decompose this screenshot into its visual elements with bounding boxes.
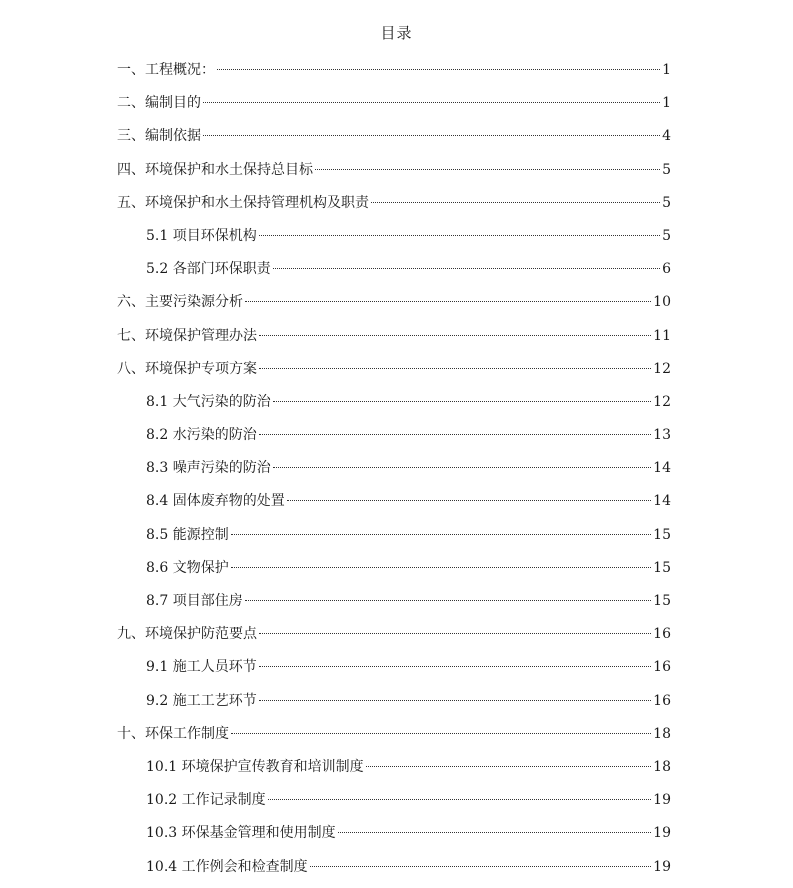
toc-entry-page-number: 11 <box>653 327 671 344</box>
toc-entry[interactable] <box>117 489 671 522</box>
toc-dot-leader <box>338 832 652 833</box>
toc-entry[interactable] <box>117 655 671 688</box>
toc-dot-leader <box>259 700 651 701</box>
toc-entry-page-number: 5 <box>662 161 671 178</box>
toc-dot-leader <box>287 500 651 501</box>
toc-entry-page-number: 12 <box>653 360 671 377</box>
toc-entry-page-number: 10 <box>653 294 671 311</box>
toc-entry[interactable] <box>117 788 671 821</box>
toc-entry-page-number: 6 <box>662 261 671 278</box>
toc-dot-leader <box>259 235 660 236</box>
toc-entry-label: 8.2 水污染的防治 <box>146 427 257 444</box>
toc-entry-page-number: 16 <box>653 626 671 643</box>
toc-entry[interactable] <box>117 191 671 224</box>
toc-entry-page-number: 1 <box>662 95 671 112</box>
toc-entry-label: 三、编制依据 <box>117 128 201 145</box>
toc-entry-label: 10.2 工作记录制度 <box>146 792 266 809</box>
toc-entry[interactable] <box>117 124 671 157</box>
toc-entry-page-number: 19 <box>653 825 671 842</box>
toc-dot-leader <box>315 169 660 170</box>
toc-dot-leader <box>245 301 651 302</box>
toc-entry-label: 8.4 固体废弃物的处置 <box>146 493 285 510</box>
toc-entry[interactable] <box>117 423 671 456</box>
toc-entry-page-number: 15 <box>653 593 671 609</box>
toc-entry-label: 8.5 能源控制 <box>146 526 229 543</box>
toc-entry-label: 10.4 工作例会和检查制度 <box>146 858 308 875</box>
toc-dot-leader <box>245 600 651 601</box>
toc-entry-label: 10.3 环保基金管理和使用制度 <box>146 825 336 842</box>
toc-entry-page-number: 18 <box>653 725 671 742</box>
toc-entry[interactable] <box>117 390 671 423</box>
toc-entry-page-number: 12 <box>653 393 671 410</box>
toc-entry-label: 10.1 环境保护宣传教育和培训制度 <box>146 758 364 775</box>
toc-entry-page-number: 14 <box>653 460 671 477</box>
toc-entry[interactable] <box>117 622 671 655</box>
toc-dot-leader <box>371 202 660 203</box>
toc-dot-leader <box>231 733 651 734</box>
toc-entry-page-number: 16 <box>653 692 671 709</box>
toc-entry-label: 七、环境保护管理办法 <box>117 327 257 344</box>
toc-entry[interactable] <box>117 855 671 888</box>
toc-entry-label: 9.1 施工人员环节 <box>146 659 257 676</box>
toc-entry[interactable] <box>117 523 671 556</box>
toc-dot-leader <box>273 467 651 468</box>
toc-entry-page-number: 16 <box>653 659 671 676</box>
toc-dot-leader <box>273 401 651 402</box>
toc-entry-label: 五、环境保护和水土保持管理机构及职责 <box>117 194 369 211</box>
toc-entry-label: 二、编制目的 <box>117 95 201 112</box>
toc-dot-leader <box>231 534 651 535</box>
toc-entry-label: 5.1 项目环保机构 <box>146 227 257 244</box>
toc-title: 目录 <box>380 24 413 42</box>
toc-dot-leader <box>203 135 660 136</box>
toc-dot-leader <box>259 434 651 435</box>
toc-list <box>117 58 671 888</box>
toc-dot-leader <box>231 567 651 568</box>
toc-dot-leader <box>310 866 652 867</box>
toc-dot-leader <box>366 766 652 767</box>
toc-entry-page-number: 15 <box>653 526 671 543</box>
toc-entry-page-number: 14 <box>653 493 671 510</box>
toc-entry[interactable] <box>117 755 671 788</box>
toc-entry[interactable] <box>117 821 671 854</box>
toc-entry-page-number: 5 <box>662 227 671 244</box>
toc-entry[interactable] <box>117 91 671 124</box>
toc-entry[interactable] <box>117 722 671 755</box>
toc-entry-label: 8.6 文物保护 <box>146 559 229 576</box>
toc-dot-leader <box>273 268 660 269</box>
toc-entry[interactable] <box>117 257 671 290</box>
toc-entry[interactable] <box>117 357 671 390</box>
toc-entry[interactable] <box>117 158 671 191</box>
toc-entry[interactable] <box>117 58 671 91</box>
toc-entry-label: 四、环境保护和水土保持总目标 <box>117 161 313 178</box>
toc-entry-label: 8.7 项目部住房 <box>146 593 243 609</box>
toc-entry[interactable] <box>117 224 671 257</box>
toc-entry-label: 8.1 大气污染的防治 <box>146 393 271 410</box>
toc-entry-page-number: 19 <box>653 858 671 875</box>
toc-entry[interactable] <box>117 290 671 323</box>
toc-dot-leader <box>217 69 660 70</box>
toc-entry-label: 六、主要污染源分析 <box>117 294 243 311</box>
toc-entry-label: 八、环境保护专项方案 <box>117 360 257 377</box>
toc-entry-label: 九、环境保护防范要点 <box>117 626 257 643</box>
toc-entry-label: 十、环保工作制度 <box>117 725 229 742</box>
toc-entry[interactable] <box>117 324 671 357</box>
toc-dot-leader <box>259 368 651 369</box>
toc-entry[interactable] <box>117 556 671 589</box>
toc-entry[interactable] <box>117 456 671 489</box>
toc-entry-label: 5.2 各部门环保职责 <box>146 261 271 278</box>
toc-entry-label: 一、工程概况： <box>117 62 215 78</box>
toc-entry-page-number: 1 <box>662 62 671 78</box>
toc-entry[interactable] <box>117 689 671 722</box>
toc-dot-leader <box>268 799 652 800</box>
toc-dot-leader <box>203 102 660 103</box>
toc-entry-page-number: 19 <box>653 792 671 809</box>
toc-dot-leader <box>259 666 651 667</box>
toc-entry-label: 8.3 噪声污染的防治 <box>146 460 271 477</box>
toc-entry-label: 9.2 施工工艺环节 <box>146 692 257 709</box>
toc-entry-page-number: 18 <box>653 758 671 775</box>
toc-dot-leader <box>259 335 651 336</box>
toc-entry[interactable] <box>117 589 671 622</box>
toc-entry-page-number: 5 <box>662 194 671 211</box>
toc-dot-leader <box>259 633 651 634</box>
toc-entry-page-number: 13 <box>653 427 671 444</box>
toc-entry-page-number: 15 <box>653 559 671 576</box>
toc-entry-page-number: 4 <box>662 128 671 145</box>
